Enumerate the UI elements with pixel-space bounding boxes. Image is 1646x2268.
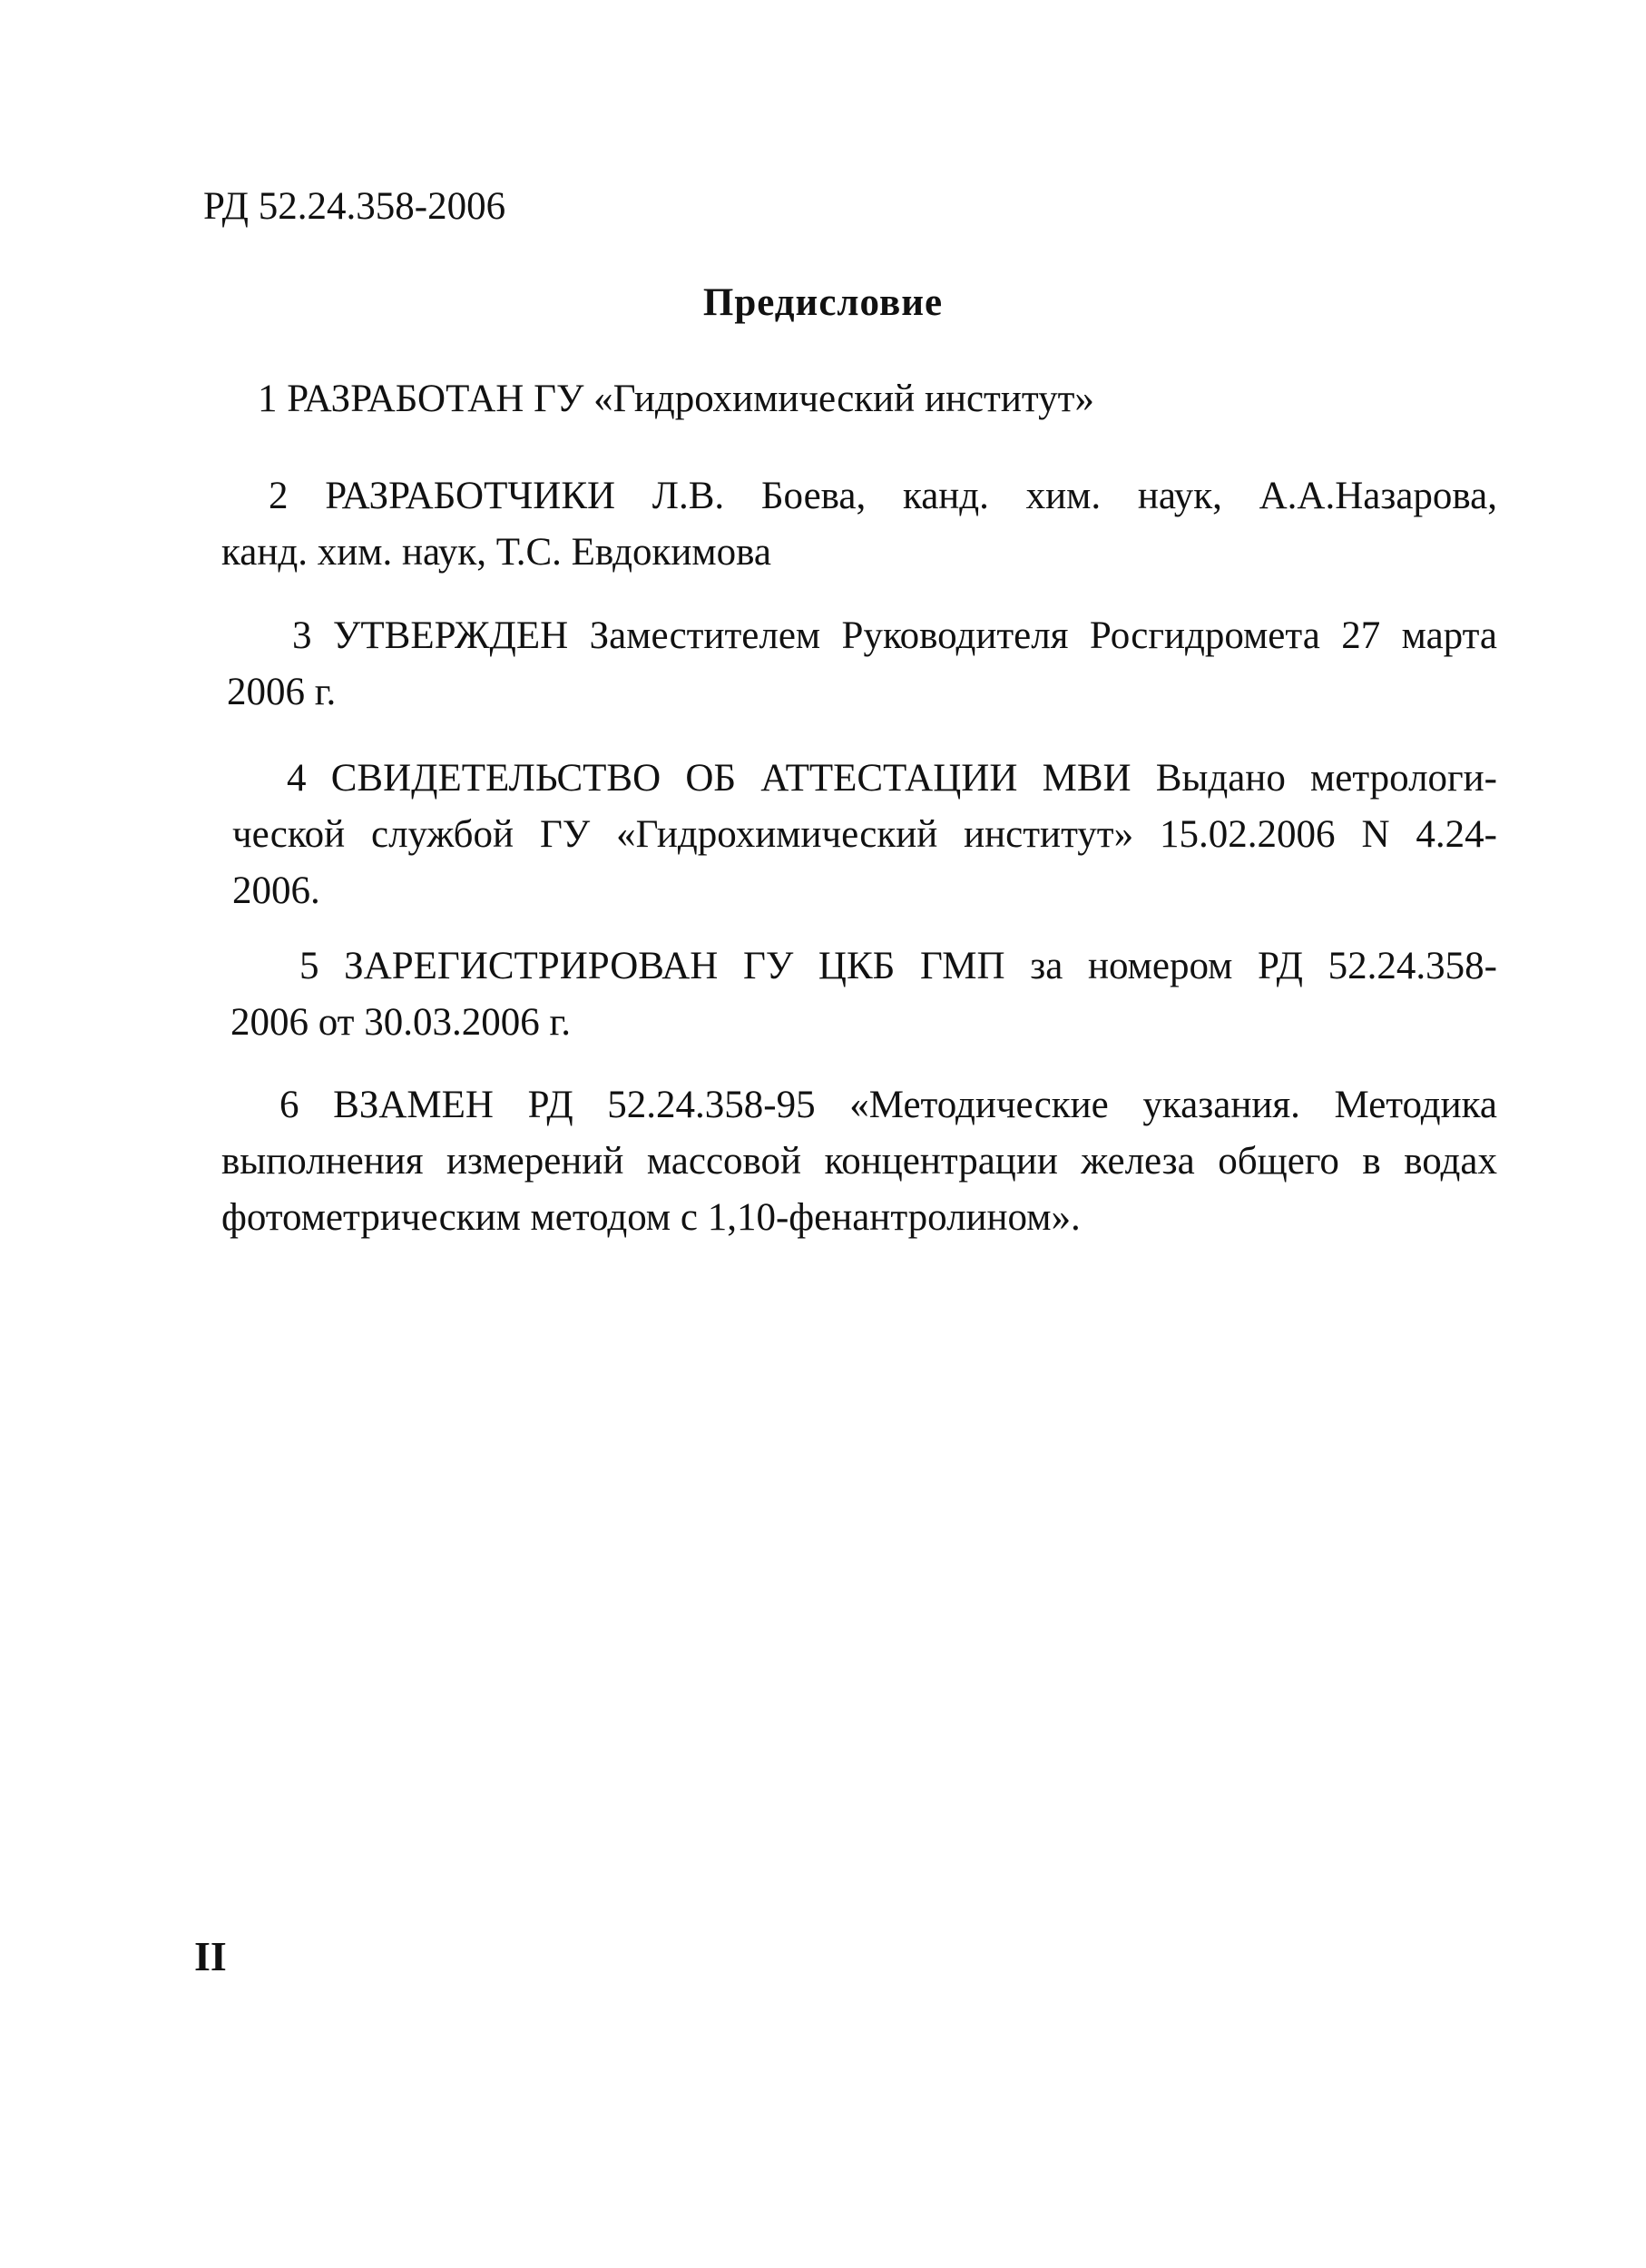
item-line: фотометрическим методом с 1,10-фенантролином». bbox=[221, 1196, 1081, 1239]
foreword-item-5 bbox=[230, 941, 1497, 1048]
foreword-item-6 bbox=[221, 1080, 1497, 1243]
document-code: РД 52.24.358-2006 bbox=[203, 185, 506, 228]
item-line: 2006 от 30.03.2006 г. bbox=[230, 1001, 572, 1044]
foreword-item-2 bbox=[221, 471, 1497, 578]
item-line: канд. хим. наук, Т.С. Евдокимова bbox=[221, 531, 771, 574]
item-line: 1 РАЗРАБОТАН ГУ «Гидрохимический институт» bbox=[258, 378, 1094, 420]
page-number: II bbox=[194, 1933, 227, 1979]
item-line: 4 СВИДЕТЕЛЬСТВО ОБ АТТЕСТАЦИИ МВИ Выдано метрологи- bbox=[287, 757, 1497, 800]
item-line: выполнения измерений массовой концентрации железа общего в водах bbox=[221, 1140, 1497, 1183]
item-line: 3 УТВЕРЖДЕН Заместителем Руководителя Росгидромета 27 марта bbox=[292, 614, 1497, 657]
item-line: 6 ВЗАМЕН РД 52.24.358-95 «Методические указания. Методика bbox=[279, 1084, 1497, 1126]
foreword-item-1 bbox=[258, 374, 1437, 425]
item-line: 2 РАЗРАБОТЧИКИ Л.В. Боева, канд. хим. наук, А.А.Назарова, bbox=[269, 475, 1497, 517]
item-line: 2006 г. bbox=[227, 671, 337, 713]
item-line: ческой службой ГУ «Гидрохимический институт» 15.02.2006 N 4.24- bbox=[232, 813, 1497, 856]
item-line: 2006. bbox=[232, 869, 320, 912]
foreword-heading: Предисловие bbox=[702, 281, 944, 324]
item-line: 5 ЗАРЕГИСТРИРОВАН ГУ ЦКБ ГМП за номером РД 52.24.358- bbox=[299, 945, 1497, 987]
foreword-item-4 bbox=[232, 753, 1497, 917]
foreword-item-3 bbox=[227, 611, 1497, 718]
